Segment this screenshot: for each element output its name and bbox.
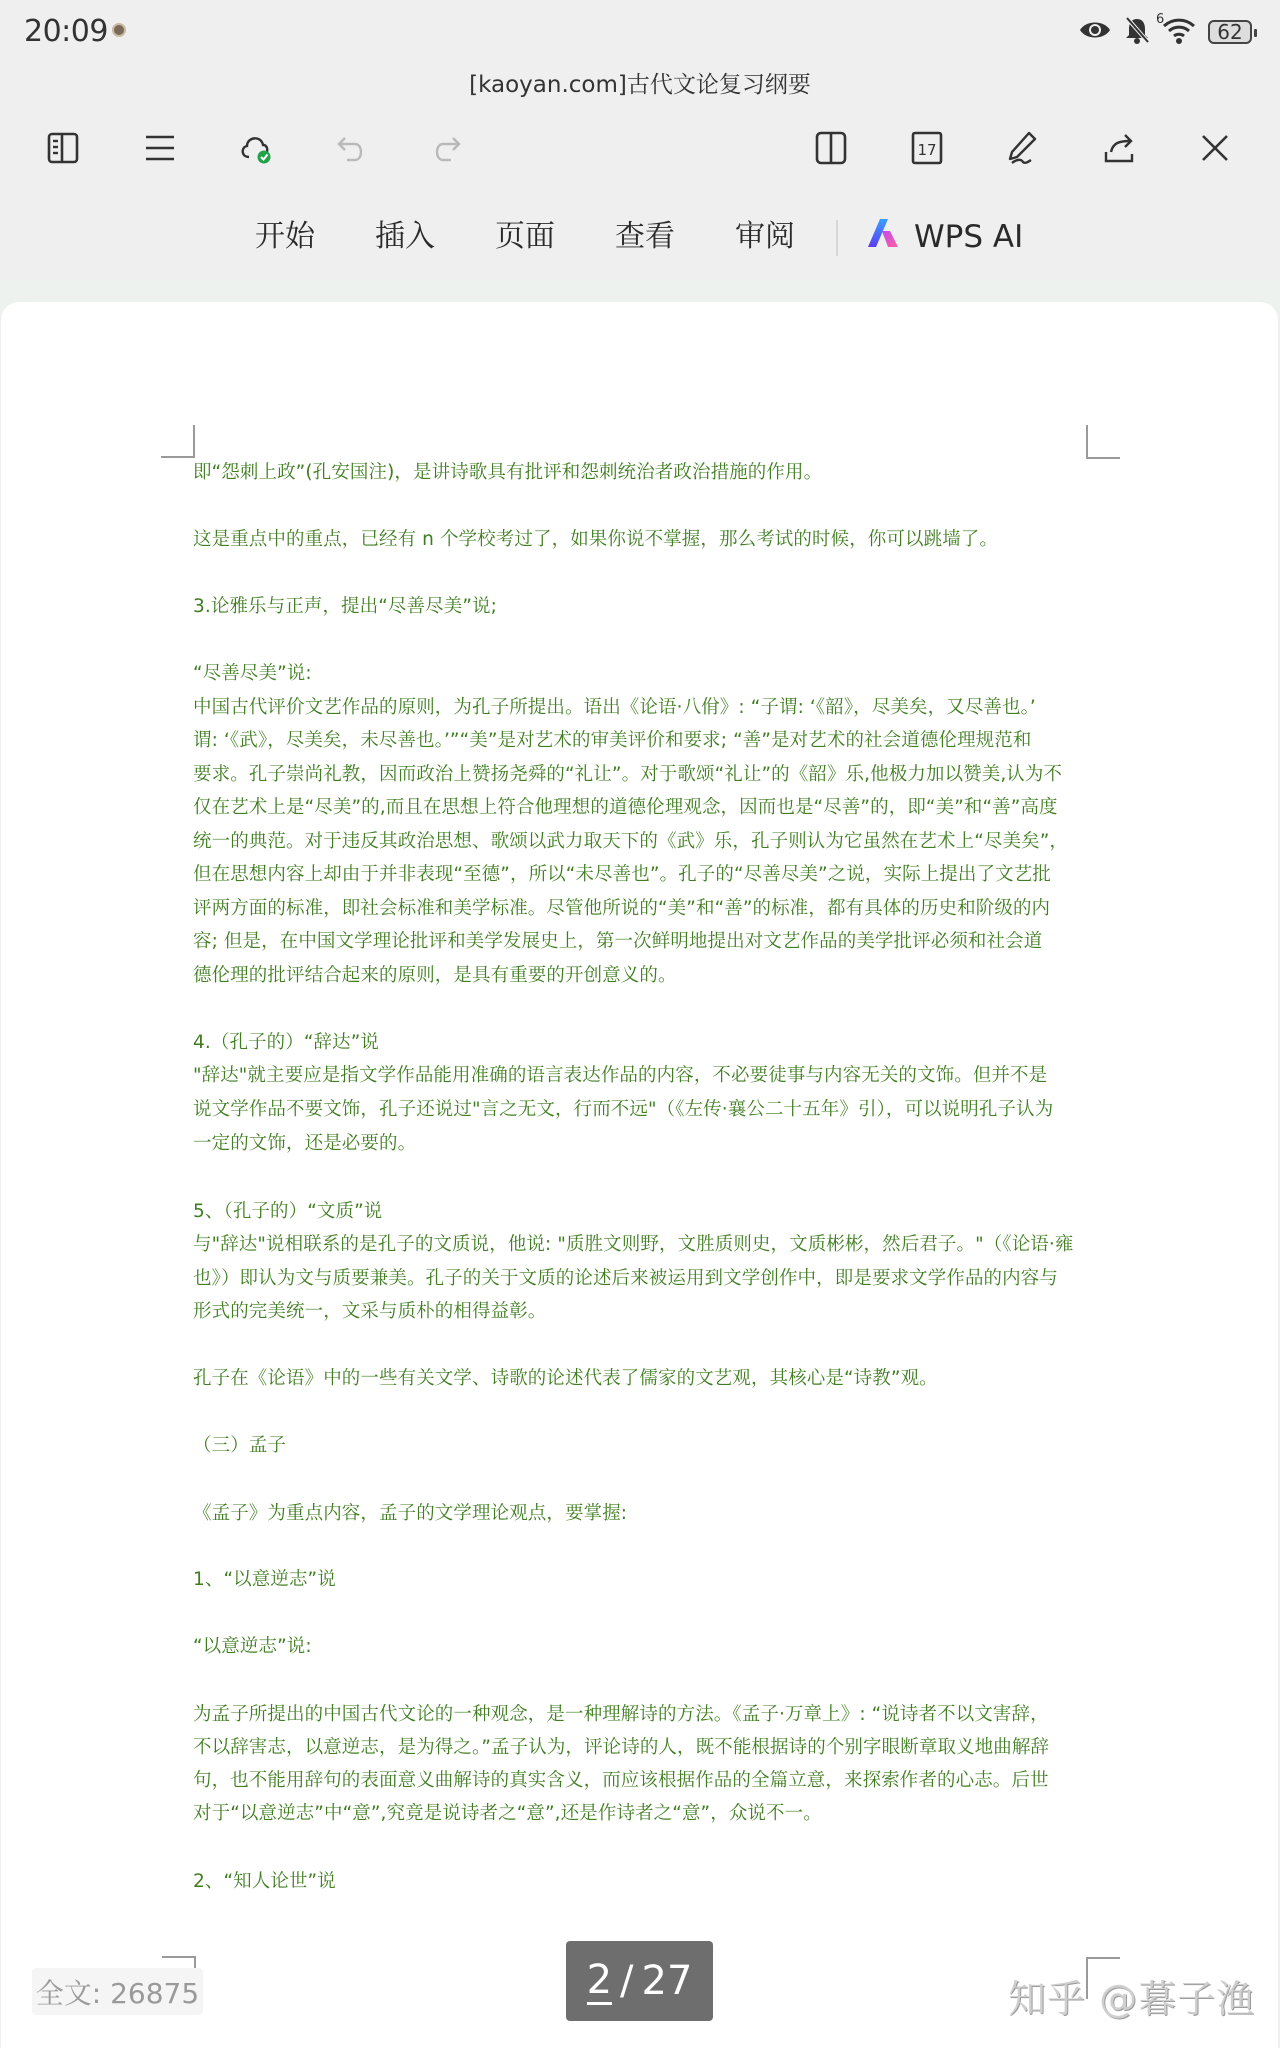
doc-paragraph-line: 谓: ‘《武》，尽美矣，未尽善也。’”“美”是对艺术的审美评价和要求; “善”是对艺术的社会道德伦理规范和 <box>193 730 1032 751</box>
doc-section-heading: （三）孟子 <box>193 1435 287 1456</box>
document-title: [kaoyan.com]古代文论复习纲要 <box>469 72 811 98</box>
word-count-badge[interactable]: 全文: 26875 <box>32 1968 203 2015</box>
current-page[interactable]: 2 <box>586 1956 613 2003</box>
doc-paragraph-line: "辞达"就主要应是指文学作品能用准确的语言表达作品的内容，不必要徒事与内容无关的文饰。但并不是 <box>193 1065 1048 1086</box>
page-indicator[interactable] <box>566 1941 713 2021</box>
doc-paragraph-line: 与"辞达"说相联系的是孔子的文质说，他说: "质胜文则野，文胜质则史，文质彬彬，然后君子。"（《论语·雍 <box>193 1234 1074 1255</box>
doc-paragraph-line: 不以辞害志，以意逆志，是为得之。”孟子认为，评论诗的人，既不能根据诗的个别字眼断章取义地曲解辞 <box>193 1737 1050 1758</box>
tab-page[interactable]: 页面 <box>495 219 555 254</box>
cloud-saved-icon[interactable] <box>233 126 277 170</box>
doc-paragraph-line: 仅在艺术上是“尽美”的,而且在思想上符合他理想的道德伦理观念，因而也是“尽善”的，即“美”和“善”高度 <box>193 797 1058 818</box>
status-icons <box>1078 14 1252 50</box>
doc-paragraph: 孔子在《论语》中的一些有关文学、诗歌的论述代表了儒家的文艺观，其核心是“诗教”观。 <box>193 1368 938 1389</box>
doc-subheading: “尽善尽美”说: <box>193 663 312 684</box>
tab-insert[interactable]: 插入 <box>375 219 435 254</box>
tab-start[interactable]: 开始 <box>255 219 315 254</box>
doc-paragraph: 这是重点中的重点，已经有 n 个学校考过了，如果你说不掌握，那么考试的时候，你可以跳墙了。 <box>193 529 998 550</box>
svg-text:17: 17 <box>917 141 937 159</box>
doc-paragraph-line: 德伦理的批评结合起来的原则，是具有重要的开创意义的。 <box>193 965 677 986</box>
doc-paragraph-line: 为孟子所提出的中国古代文论的一种观念，是一种理解诗的方法。《孟子·万章上》: “说诗者不以文害辞， <box>193 1704 1049 1725</box>
doc-paragraph-line: 要求。孔子崇尚礼教，因而政治上赞扬尧舜的“礼让”。对于歌颂“礼让”的《韶》乐,他极力加以赞美,认为不 <box>193 764 1063 785</box>
watermark: 知乎 @暮子渔 <box>1008 1977 1256 2021</box>
tab-wps-ai[interactable] <box>866 210 1023 264</box>
redo-icon[interactable] <box>425 126 469 170</box>
undo-icon[interactable] <box>329 126 373 170</box>
total-pages: 27 <box>641 1958 693 2004</box>
doc-paragraph-line: 一定的文饰，还是必要的。 <box>193 1133 417 1154</box>
doc-paragraph-line: 评两方面的标准，即社会标准和美学标准。尽管他所说的“美”和“善”的标准，都有具体的历史和阶级的内 <box>193 898 1051 919</box>
tab-review[interactable]: 审阅 <box>735 219 795 254</box>
doc-paragraph: 《孟子》为重点内容，孟子的文学理论观点，要掌握: <box>193 1503 628 1524</box>
doc-paragraph-line: 容; 但是，在中国文学理论批评和美学发展史上，第一次鲜明地提出对文艺作品的美学批评必须和社会道 <box>193 931 1043 952</box>
doc-paragraph-line: 统一的典范。对于违反其政治思想、歌颂以武力取天下的《武》乐，孔子则认为它虽然在艺术上“尽美矣”， <box>193 831 1068 852</box>
doc-heading: 5、（孔子的）“文质”说 <box>193 1201 383 1222</box>
wps-ai-logo-icon <box>866 217 902 257</box>
doc-paragraph-line: 也》）即认为文与质要兼美。孔子的关于文质的论述后来被运用到文学创作中，即是要求文学作品的内容与 <box>193 1268 1058 1289</box>
bell-muted-icon <box>1124 16 1150 48</box>
outline-panel-icon[interactable] <box>41 126 85 170</box>
margin-corner-top-left <box>161 425 195 458</box>
doc-paragraph-line: 形式的完美统一，文采与质朴的相得益彰。 <box>193 1301 547 1322</box>
battery-icon <box>1208 20 1252 44</box>
ribbon-tabs <box>0 210 1280 264</box>
doc-heading: 2、“知人论世”说 <box>193 1871 336 1892</box>
doc-paragraph-line: 但在思想内容上却由于并非表现“至德”，所以“未尽善也”。孔子的“尽善尽美”之说，实际上提出了文艺批 <box>193 864 1051 885</box>
tab-view[interactable]: 查看 <box>615 219 675 254</box>
doc-paragraph-line: 说文学作品不要文饰，孔子还说过"言之无文，行而不远"（《左传·襄公二十五年》引），可以说明孔子认为 <box>193 1099 1054 1120</box>
menu-icon[interactable] <box>138 126 182 170</box>
status-time: 20:09 <box>24 14 108 49</box>
doc-heading: 3.论雅乐与正声，提出“尽善尽美”说; <box>193 596 497 617</box>
close-icon[interactable] <box>1193 126 1237 170</box>
page-separator: / <box>620 1958 634 2004</box>
tab-divider <box>836 220 838 256</box>
doc-paragraph-line: 中国古代评价文艺作品的原则，为孔子所提出。语出《论语·八佾》: “子谓: ‘《韶》，尽美矣，又尽善也。’ <box>193 697 1036 718</box>
doc-heading: 4.（孔子的）“辞达”说 <box>193 1032 380 1053</box>
calendar-icon[interactable] <box>905 126 949 170</box>
annotate-pen-icon[interactable] <box>1001 126 1045 170</box>
eye-comfort-icon <box>1078 18 1112 46</box>
doc-paragraph: 即“怨刺上政”(孔安国注)，是讲诗歌具有批评和怨刺统治者政治措施的作用。 <box>193 462 823 483</box>
doc-paragraph-line: 句，也不能用辞句的表面意义曲解诗的真实含义，而应该根据作品的全篇立意，来探索作者的心志。后世 <box>193 1770 1049 1791</box>
wps-ai-label: WPS AI <box>914 219 1024 255</box>
doc-paragraph-line: 对于“以意逆志”中“意”,究竟是说诗者之“意”,还是作诗者之“意”，众说不一。 <box>193 1803 822 1824</box>
wifi-label: 6 <box>1156 12 1165 27</box>
doc-heading: 1、“以意逆志”说 <box>193 1569 336 1590</box>
share-icon[interactable] <box>1097 126 1141 170</box>
margin-corner-top-right <box>1086 425 1120 459</box>
doc-subheading: “以意逆志”说: <box>193 1636 312 1657</box>
battery-level: 62 <box>1217 20 1243 44</box>
wifi-6-icon <box>1156 12 1196 48</box>
split-view-icon[interactable] <box>809 126 853 170</box>
notification-dot-icon <box>112 23 126 37</box>
